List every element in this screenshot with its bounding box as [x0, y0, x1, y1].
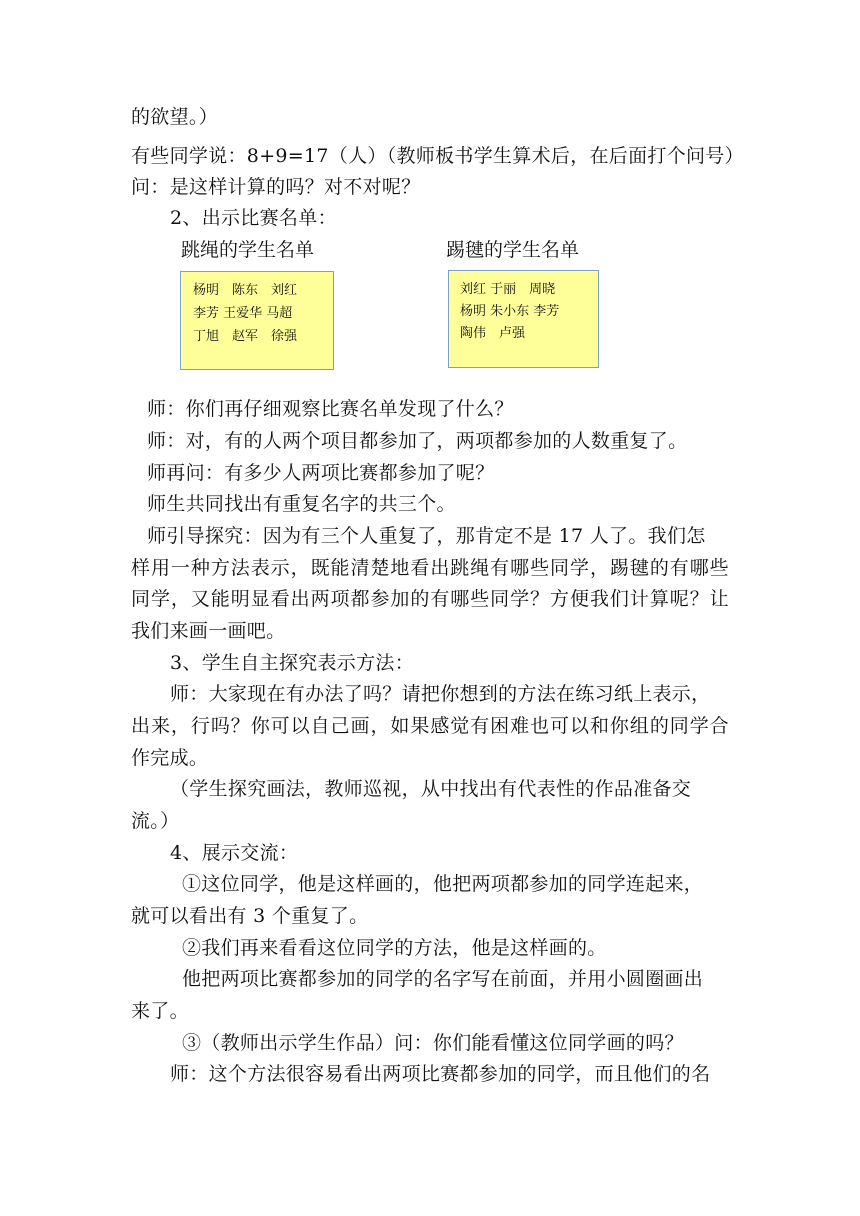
name-row: 刘红 于丽 周晓 [460, 282, 556, 297]
shuttlecock-list-title: 踢毽的学生名单 [446, 239, 580, 261]
text-line: 师：大家现在有办法了吗？请把你想到的方法在练习纸上表示， [170, 683, 711, 705]
name-row: 杨明 朱小东 李芳 [460, 304, 560, 319]
shuttlecock-name-list [448, 270, 599, 368]
text-line: 师引导探究：因为有三个人重复了，那肯定不是 17 人了。我们怎 [147, 525, 706, 547]
text-line: ①这位同学，他是这样画的，他把两项都参加的同学连起来， [182, 873, 704, 895]
text-line: 师：对，有的人两个项目都参加了，两项都参加的人数重复了。 [147, 430, 688, 452]
text-line: 的欲望。） [131, 106, 219, 128]
text-line: 师：你们再仔细观察比赛名单发现了什么？ [147, 398, 514, 420]
text-line: 出来，行吗？你可以自己画，如果感觉有困难也可以和你组的同学合 [131, 715, 729, 737]
rope-list-title: 跳绳的学生名单 [181, 239, 315, 261]
section-heading: 4、展示交流： [170, 842, 299, 864]
name-row: 杨明 陈东 刘红 [193, 283, 298, 298]
text-line: 问：是这样计算的吗？对不对呢？ [131, 176, 421, 198]
text-line: 同学，又能明显看出两项都参加的有哪些同学？方便我们计算呢？让 [131, 588, 729, 610]
text-line: 师生共同找出有重复名字的共三个。 [147, 493, 456, 515]
text-line: 流。） [131, 810, 180, 832]
text-line: ②我们再来看看这位同学的方法，他是这样画的。 [182, 937, 607, 959]
rope-name-list [180, 271, 334, 370]
name-row: 陶伟 卢强 [460, 326, 526, 341]
section-heading: 2、出示比赛名单： [170, 207, 337, 229]
text-line: 样用一种方法表示，既能清楚地看出跳绳有哪些同学，踢毽的有哪些 [131, 557, 729, 579]
text-line: 我们来画一画吧。 [131, 620, 286, 642]
text-line: 师：这个方法很容易看出两项比赛都参加的同学，而且他们的名 [170, 1063, 711, 1085]
name-row: 李芳 王爱华 马超 [193, 306, 293, 321]
text-line: 就可以看出有 3 个重复了。 [131, 905, 369, 927]
text-line: 师再问：有多少人两项比赛都参加了呢？ [147, 462, 495, 484]
text-line: 来了。 [131, 1000, 189, 1022]
text-line: 作完成。 [131, 747, 209, 769]
text-line: 他把两项比赛都参加的同学的名字写在前面，并用小圆圈画出 [182, 968, 704, 990]
text-line: ③（教师出示学生作品）问：你们能看懂这位同学画的吗？ [182, 1032, 684, 1054]
text-line: 有些同学说：8+9=17（人）（教师板书学生算术后，在后面打个问号） [131, 145, 744, 167]
name-row: 丁旭 赵军 徐强 [193, 329, 298, 344]
text-line: （学生探究画法，教师巡视，从中找出有代表性的作品准备交 [170, 778, 692, 800]
section-heading: 3、学生自主探究表示方法： [170, 652, 414, 674]
